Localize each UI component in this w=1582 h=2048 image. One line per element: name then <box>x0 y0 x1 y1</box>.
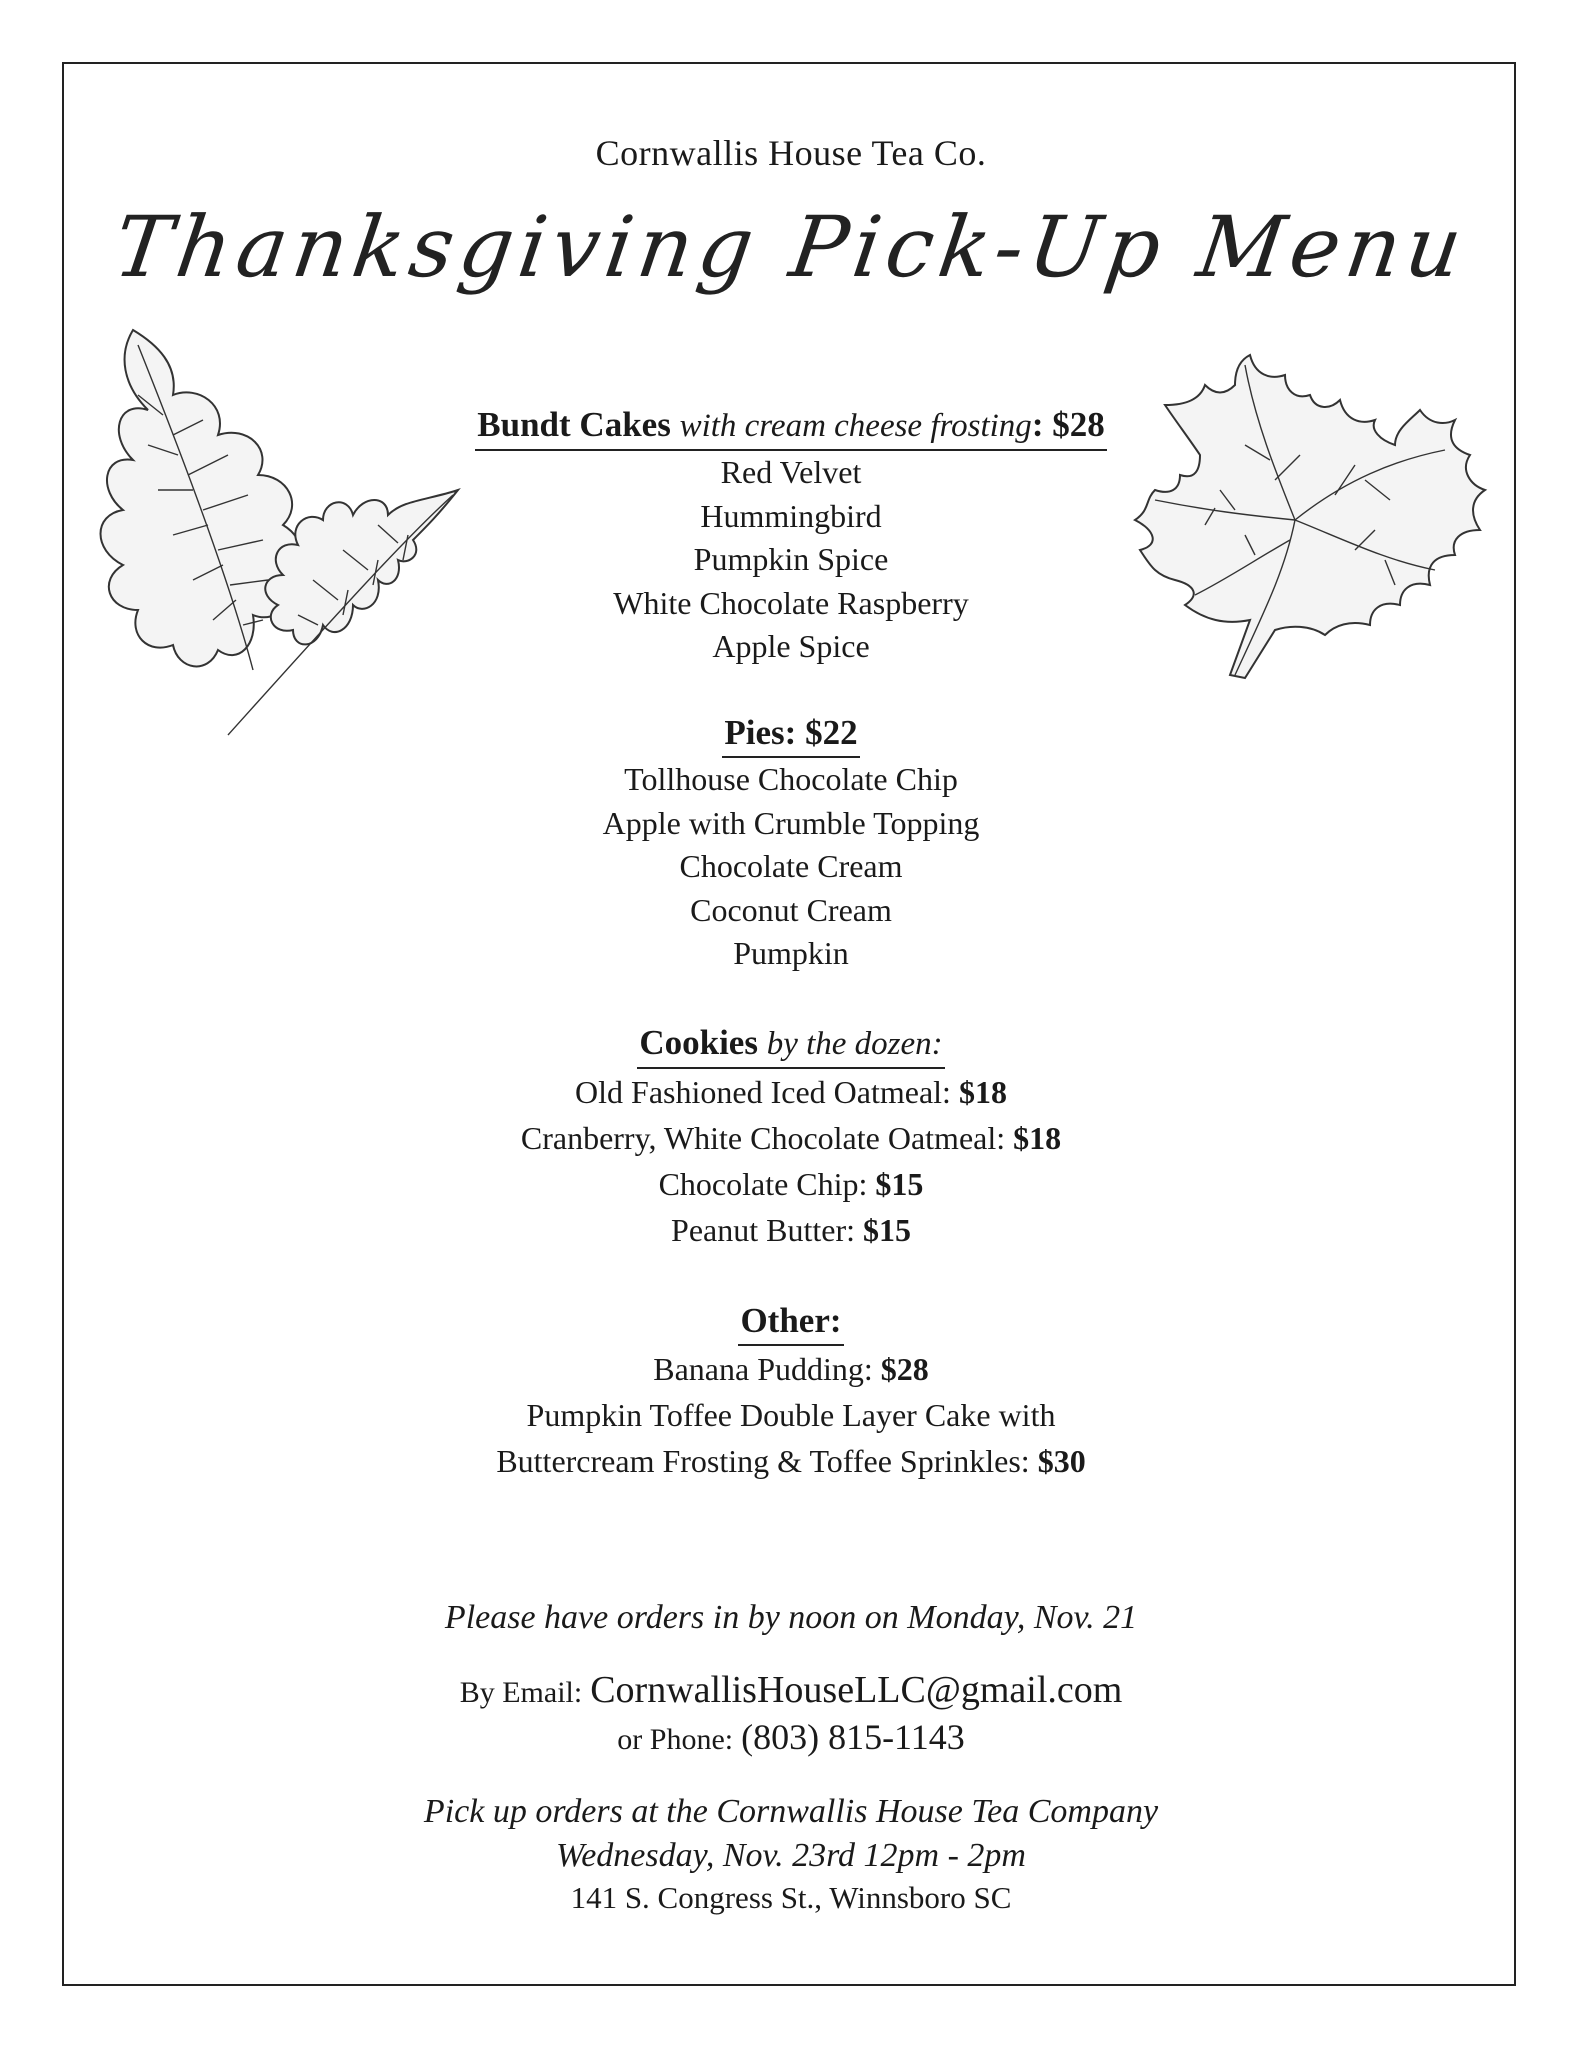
other-item <box>0 1392 1582 1438</box>
other-name: Buttercream Frosting & Toffee Sprinkles: <box>496 1443 1038 1479</box>
company-name: Cornwallis House Tea Co. <box>595 133 987 173</box>
bundt-heading-bold: Bundt Cakes <box>477 405 671 444</box>
other-price: $28 <box>880 1351 929 1387</box>
other-item <box>0 1438 1582 1484</box>
address <box>0 1880 1582 1916</box>
cookies-heading-bold: Cookies <box>639 1023 758 1062</box>
bundt-heading-italic: with cream cheese frosting <box>679 408 1032 444</box>
other-name: Pumpkin Toffee Double Layer Cake with <box>526 1397 1056 1433</box>
phone-line <box>0 1716 1582 1758</box>
cookie-name: Chocolate Chip: <box>658 1166 876 1202</box>
menu-title: Thanksgiving Pick-Up Menu <box>108 198 1474 296</box>
bundt-heading-price: : $28 <box>1031 405 1105 444</box>
cookie-item <box>0 1207 1582 1253</box>
pickup-location: Pick up orders at the Cornwallis House Tea Company <box>423 1793 1159 1830</box>
cookie-price: $18 <box>958 1074 1007 1110</box>
phone-number[interactable]: (803) 815-1143 <box>741 1717 965 1757</box>
pickup-time: Wednesday, Nov. 23rd 12pm - 2pm <box>556 1837 1026 1874</box>
cookie-item <box>0 1161 1582 1207</box>
pie-item: Pumpkin <box>733 935 849 971</box>
pies-heading: Pies: $22 <box>722 712 859 758</box>
other-item <box>0 1346 1582 1392</box>
cookies-heading <box>637 1022 944 1069</box>
pie-item: Apple with Crumble Topping <box>602 804 980 841</box>
bundt-item: Pumpkin Spice <box>693 541 889 577</box>
cookie-price: $15 <box>862 1212 911 1248</box>
bundt-item: White Chocolate Raspberry <box>613 584 969 621</box>
section-cookies <box>0 1022 1582 1253</box>
cookies-heading-italic: by the dozen: <box>766 1026 943 1062</box>
cookie-price: $15 <box>875 1166 924 1202</box>
address-text: 141 S. Congress St., Winnsboro SC <box>570 1880 1012 1915</box>
section-pies <box>0 712 1582 976</box>
section-bundt-cakes <box>0 404 1582 669</box>
cookie-item <box>0 1115 1582 1161</box>
email-line <box>0 1668 1582 1712</box>
order-deadline: Please have orders in by noon on Monday, Nov. 21 <box>444 1599 1138 1636</box>
cookie-item <box>0 1069 1582 1115</box>
other-heading: Other: <box>738 1300 843 1346</box>
bundt-item: Red Velvet <box>720 454 862 490</box>
email-label: By Email: <box>459 1676 583 1709</box>
cookie-name: Peanut Butter: <box>671 1212 863 1248</box>
pie-item: Tollhouse Chocolate Chip <box>624 761 958 797</box>
section-other <box>0 1300 1582 1484</box>
bundt-item: Hummingbird <box>700 497 882 534</box>
cookie-price: $18 <box>1013 1120 1062 1156</box>
other-price: $30 <box>1037 1443 1086 1479</box>
other-name: Banana Pudding: <box>653 1351 881 1387</box>
phone-label: or Phone: <box>617 1723 734 1756</box>
bundt-heading <box>475 404 1106 451</box>
email-address[interactable]: CornwallisHouseLLC@gmail.com <box>590 1669 1123 1711</box>
pie-item: Chocolate Cream <box>679 848 903 884</box>
bundt-item: Apple Spice <box>712 628 870 664</box>
cookie-name: Cranberry, White Chocolate Oatmeal: <box>520 1120 1014 1156</box>
pie-item: Coconut Cream <box>690 891 892 928</box>
cookie-name: Old Fashioned Iced Oatmeal: <box>575 1074 959 1110</box>
